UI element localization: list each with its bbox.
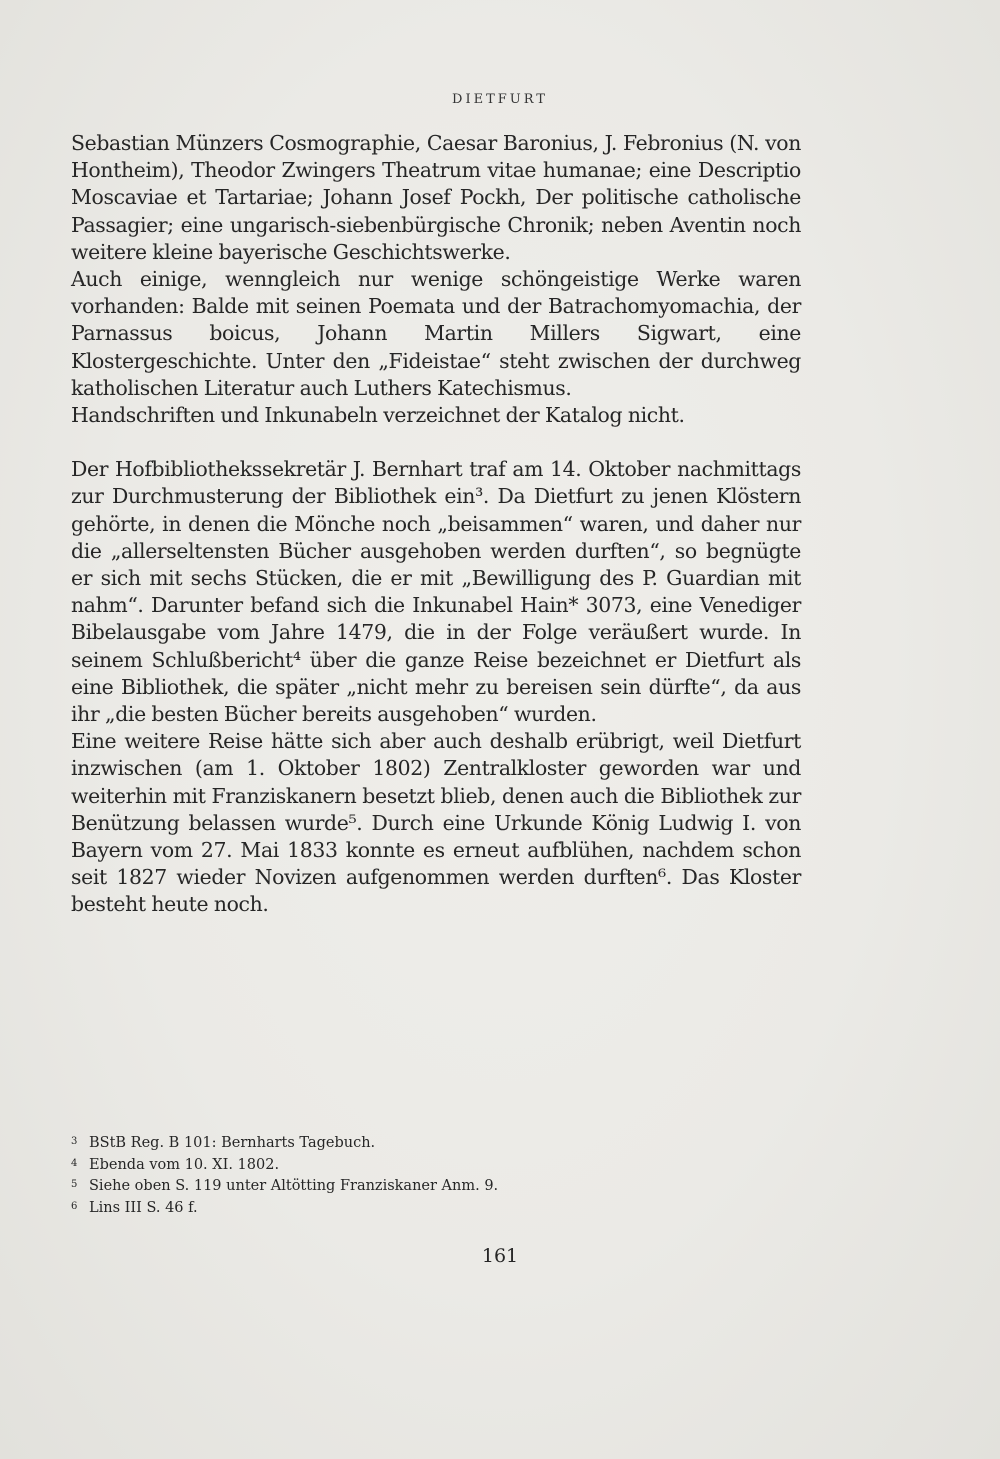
footnote-text: BStB Reg. B 101: Bernharts Tagebuch. <box>89 1135 376 1151</box>
footnote-number: 4 <box>71 1157 78 1169</box>
footnote-number: 3 <box>71 1136 78 1147</box>
footnote <box>71 1154 771 1176</box>
paragraph-book-list: Sebastian Münzers Cosmographie, Caesar Baronius, J. Febronius (N. von Hontheim), Theodor Zwingers Theatrum vitae humanae; eine Descriptio Moscaviae et Tartariae; Johann Josef Pockh, Der politische catholische Passagier; eine ungarisch-siebenbürgische Chronik; neben Aventin noch weitere kleine bayerische Geschichtswerke. <box>71 131 801 264</box>
footnote-number: 5 <box>71 1179 78 1190</box>
footnote <box>71 1197 771 1219</box>
footnote-number: 6 <box>71 1200 78 1212</box>
footnote <box>71 1132 771 1154</box>
main-text <box>71 130 801 919</box>
paragraph-manuscripts: Handschriften und Inkunabeln verzeichnet der Katalog nicht. <box>71 403 685 428</box>
paragraph-central-monastery: Eine weitere Reise hätte sich aber auch deshalb erübrigt, weil Dietfurt inzwischen (am 1. Oktober 1802) Zentralkloster geworden war und weiterhin mit Franziskanern besetzt blieb, denen auch die Bibliothek zur Benützung belassen wurde⁵. Durch eine Urkunde König Ludwig I. von Bayern vom 27. Mai 1833 konnte es erneut aufblühen, nachdem schon seit 1827 wieder Novizen aufgenommen werden durften⁶. Das Kloster besteht heute noch. <box>71 729 801 917</box>
footnote <box>71 1175 771 1197</box>
paragraph-literary-works: Auch einige, wenngleich nur wenige schöngeistige Werke waren vorhanden: Balde mit seinen Poemata und der Batrachomyomachia, der Parnassus boicus, Johann Martin Millers Sigwart, eine Klostergeschichte. Unter den „Fideistae“ steht zwischen der durchweg katholischen Literatur auch Luthers Katechismus. <box>71 267 801 400</box>
footnotes <box>71 1132 771 1218</box>
footnote-text: Lins III S. 46 f. <box>89 1199 198 1216</box>
running-head: DIETFURT <box>452 92 548 107</box>
page-number: 161 <box>481 1245 519 1267</box>
paragraph-bernhart-visit: Der Hofbibliothekssekretär J. Bernhart traf am 14. Oktober nachmittags zur Durchmusterung der Bibliothek ein³. Da Dietfurt zu jenen Klöstern gehörte, in denen die Mönche noch „beisammen“ waren, und daher nur die „allerseltensten Bücher ausgehoben werden durften“, so begnügte er sich mit sechs Stücken, die er mit „Bewilligung des P. Guardian mit nahm“. Darunter befand sich die Inkunabel Hain* 3073, eine Venediger Bibelausgabe vom Jahre 1479, die in der Folge veräußert wurde. In seinem Schlußbericht⁴ über die ganze Reise bezeichnet er Dietfurt als eine Bibliothek, die später „nicht mehr zu bereisen sein dürfte“, da aus ihr „die besten Bücher bereits ausgehoben“ wurden. <box>71 457 801 727</box>
footnote-text: Ebenda vom 10. XI. 1802. <box>89 1156 280 1173</box>
footnote-text: Siehe oben S. 119 unter Altötting Franziskaner Anm. 9. <box>89 1178 499 1194</box>
